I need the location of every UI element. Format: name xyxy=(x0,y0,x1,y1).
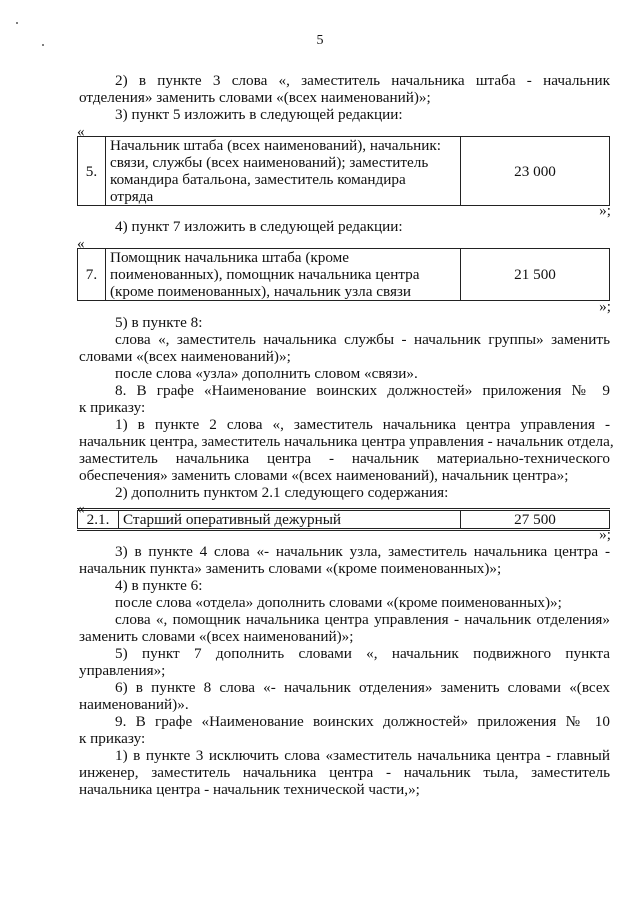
paragraph-line: к приказу: xyxy=(79,399,146,416)
paragraph-line: 9. В графе «Наименование воинских должностей» приложения № 10 xyxy=(115,713,610,730)
position-name: Начальник штаба (всех наименований), начальник: связи, службы (всех наименований); заместитель командира батальона, заместитель командира отряда xyxy=(106,137,461,206)
paragraph-line: после слова «отдела» дополнить словами «(кроме поименованных)»; xyxy=(115,594,562,611)
paragraph-line: 8. В графе «Наименование воинских должностей» приложения № 9 xyxy=(115,382,610,399)
paragraph-line: инженер, заместитель начальника центра - начальник тыла, заместитель xyxy=(79,764,610,781)
table-row xyxy=(78,137,610,206)
position-name: Старший оперативный дежурный xyxy=(119,510,461,530)
salary-value: 21 500 xyxy=(461,249,610,301)
paragraph-line: начальник пункта» заменить словами «(кроме поименованных)»; xyxy=(79,560,502,577)
paragraph-line: наименований)». xyxy=(79,696,189,713)
paragraph-line: отделения» заменить словами «(всех наименований)»; xyxy=(79,89,431,106)
paragraph-line: после слова «узла» дополнить словом «связи». xyxy=(115,365,418,382)
quote-close: »; xyxy=(599,202,611,219)
salary-value: 23 000 xyxy=(461,137,610,206)
position-name: Помощник начальника штаба (кроме поименованных), помощник начальника центра (кроме поименованных), начальник узла связи xyxy=(106,249,461,301)
paragraph-line: к приказу: xyxy=(79,730,146,747)
paragraph-line: 4) пункт 7 изложить в следующей редакции: xyxy=(115,218,403,235)
paragraph-line: словами «(всех наименований)»; xyxy=(79,348,291,365)
paragraph-line: 1) в пункте 3 исключить слова «заместитель начальника центра - главный xyxy=(115,747,610,764)
paragraph-line: 2) в пункте 3 слова «, заместитель начальника штаба - начальник xyxy=(115,72,610,89)
row-number: 5. xyxy=(78,137,106,206)
paragraph-line: заменить словами «(всех наименований)»; xyxy=(79,628,354,645)
quote-open: « xyxy=(77,235,85,252)
paragraph-line: слова «, помощник начальника центра управления - начальник отделения» xyxy=(115,611,610,628)
paragraph-line: 3) пункт 5 изложить в следующей редакции: xyxy=(115,106,403,123)
table-row xyxy=(78,510,610,530)
page-number: 5 xyxy=(316,33,324,48)
paragraph-line: 4) в пункте 6: xyxy=(115,577,203,594)
amendment-table-2 xyxy=(77,248,610,301)
row-number: 7. xyxy=(78,249,106,301)
quote-open: « xyxy=(77,123,85,140)
quote-close: »; xyxy=(599,526,611,543)
paragraph-line: начальника центра - начальник технической части,»; xyxy=(79,781,420,798)
paragraph-line: начальник центра, заместитель начальника центра управления - начальник отдела, xyxy=(79,433,614,450)
paragraph-line: 5) пункт 7 дополнить словами «, начальник подвижного пункта xyxy=(115,645,610,662)
amendment-table-1 xyxy=(77,136,610,206)
salary-value: 27 500 xyxy=(461,510,610,530)
paragraph-line: 6) в пункте 8 слова «- начальник отделения» заменить словами «(всех xyxy=(115,679,610,696)
table-row xyxy=(78,249,610,301)
paragraph-line: управления»; xyxy=(79,662,166,679)
amendment-table-3 xyxy=(77,508,610,531)
paragraph-line: 5) в пункте 8: xyxy=(115,314,203,331)
paragraph-line: 1) в пункте 2 слова «, заместитель начальника центра управления - xyxy=(115,416,610,433)
paragraph-line: 3) в пункте 4 слова «- начальник узла, заместитель начальника центра - xyxy=(115,543,610,560)
row-number: 2.1. xyxy=(78,510,119,530)
scan-speck xyxy=(16,22,18,24)
paragraph-line: обеспечения» заменить словами «(всех наименований), начальник центра»; xyxy=(79,467,569,484)
quote-open: « xyxy=(77,500,85,517)
paragraph-line: заместитель начальника центра - начальник материально-технического xyxy=(79,450,610,467)
quote-close: »; xyxy=(599,298,611,315)
paragraph-line: 2) дополнить пунктом 2.1 следующего содержания: xyxy=(115,484,449,501)
paragraph-line: слова «, заместитель начальника службы - начальник группы» заменить xyxy=(115,331,610,348)
